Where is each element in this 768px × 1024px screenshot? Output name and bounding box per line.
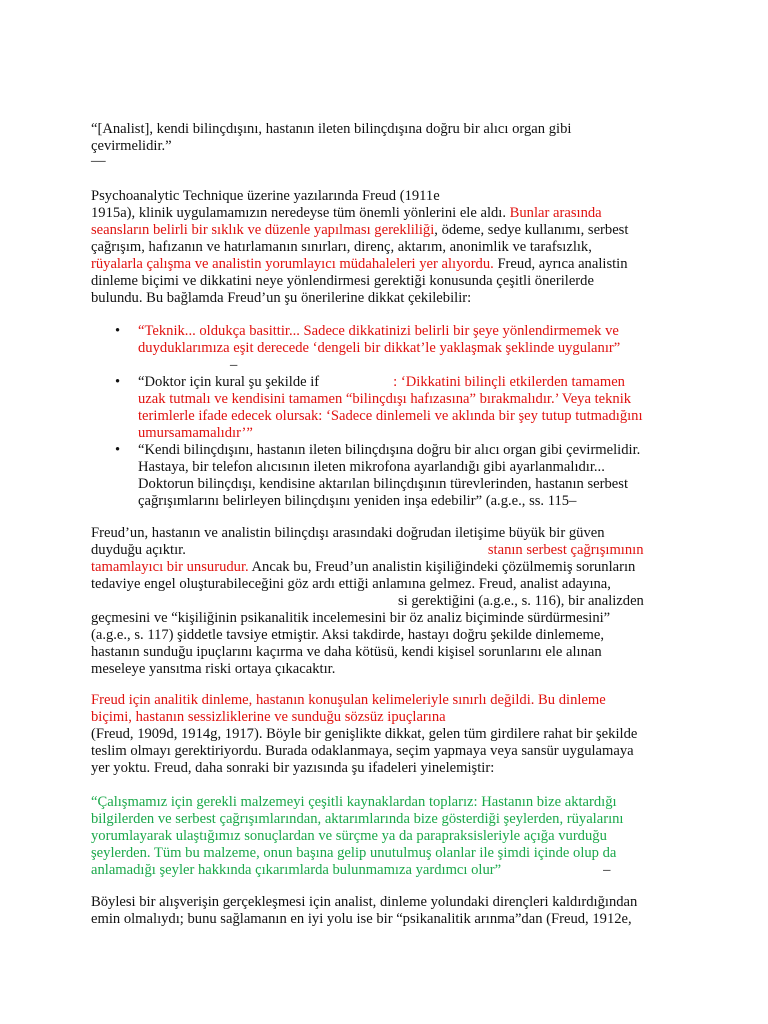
text-run: “Doktor için kural şu şekilde if [138, 374, 320, 390]
text-run: uzak tutmalı ve kendisini tamamen “bilinçdışı hafızasına” bırakmalıdır.’ [138, 391, 562, 407]
bullet-line [138, 374, 691, 391]
paragraph-line: Freud için analitik dinleme, hastanın konuşulan kelimeleriyle sınırlı değildi. Bu dinleme [91, 692, 606, 708]
highlighted-red-text: seansların belirli bir sıklık ve düzenle yapılması gerekliliği [91, 222, 435, 238]
highlighted-red-text: : ‘Dikkatini bilinçli etkilerden tamamen [393, 374, 625, 390]
highlighted-red-text: rüyalarla çalışma ve analistin yorumlayıcı müdahaleleri yer alıyordu. [91, 256, 494, 272]
paragraph-line [91, 542, 681, 559]
text-run: , ödeme, sedye kullanımı, serbest [434, 222, 629, 238]
bullet-icon: • [115, 374, 121, 390]
paragraph-line: biçimi, hastanın sessizliklerine ve sunduğu sözsüz ipuçlarına [91, 709, 446, 725]
paragraph-line: Psychoanalytic Technique üzerine yazılarında Freud (1911e [91, 188, 440, 204]
text-run: Veya teknik [561, 391, 632, 407]
highlighted-red-text: Bunlar arasında [509, 205, 602, 221]
paragraph-line: (a.g.e., s. 117) şiddetle tavsiye etmiştir. Aksi takdirde, hastayı doğru şekilde dinlememe, [91, 627, 604, 643]
text-run: Freud, ayrıca analistin [493, 256, 628, 272]
bullet-list [91, 323, 691, 510]
quote-line: “Çalışmamız için gerekli malzemeyi çeşitli kaynaklardan toplarız: Hastanın bize aktardığı [91, 794, 617, 810]
paragraph-line: meseleye yansıtma riski ortaya çıkacaktır. [91, 661, 336, 677]
bullet-line: çağrışımlarını belirleyen bilinçdışını yeniden inşa edebilir” (a.g.e., ss. 115– [138, 493, 577, 509]
block-quote [91, 794, 681, 879]
paragraph-line: geçmesini ve “kişiliğinin psikanalitik incelemesini bir öz analiz biçiminde sürdürmesini” [91, 610, 611, 626]
paragraph-line: si gerektiğini (a.g.e., s. 116), bir analizden [398, 593, 644, 609]
paragraph-line: dinleme biçimi ve dikkatini neye yönlendirmesi gerektiği konusunda çeşitli önerilerde [91, 273, 594, 289]
quote-dash: – [603, 862, 611, 878]
paragraph-line [91, 222, 681, 239]
epigraph-line: çevirmelidir.” [91, 138, 172, 154]
quote-line: şeylerden. Tüm bu malzeme, onun başına gelip unutulmuş olanlar ile şimdi içinde olup da [91, 845, 617, 861]
paragraph-1 [91, 188, 681, 307]
bullet-icon: • [115, 323, 121, 339]
paragraph-line: çağrışım, hafızanın ve hatırlamanın sınırları, direnç, aktarım, anonimlik ve tarafsızlık, [91, 239, 592, 255]
paragraph-line: tedaviye engel oluşturabileceğini göz ardı ettiği anlamına gelmez. Freud, analist adayına, [91, 576, 611, 592]
quote-line [91, 862, 681, 879]
bullet-dash: – [230, 357, 238, 373]
paragraph-4 [91, 894, 681, 928]
bullet-line: “Teknik... oldukça basittir... Sadece dikkatinizi belirli bir şeye yönlendirmemek ve [138, 323, 619, 339]
paragraph-2 [91, 525, 681, 678]
epigraph-dash: — [91, 153, 106, 169]
bullet-line: umursamamalıdır’” [138, 425, 253, 441]
epigraph-quote [91, 121, 681, 170]
text-run: anlamadığı şeyler hakkında çıkarımlarda bulunmamıza yardımcı olur” [91, 862, 502, 878]
paragraph-line [91, 256, 681, 273]
bullet-line [138, 391, 691, 408]
bullet-line: duyduklarımıza eşit derecede ‘dengeli bir dikkat’le yaklaşmak şeklinde uygulanır” [138, 340, 621, 356]
text-run: Ancak bu, Freud’un analistin kişiliğindeki çözülmemiş sorunların [248, 559, 636, 575]
paragraph-line: bulundu. Bu bağlamda Freud’un şu önerilerine dikkat çekilebilir: [91, 290, 472, 306]
paragraph-line: teslim olmayı gerektiriyordu. Burada odaklanmaya, seçim yapmaya veya sansür uygulamaya [91, 743, 634, 759]
text-run: 1915a), klinik uygulamamızın neredeyse tüm önemli yönlerini ele aldı. [91, 205, 510, 221]
epigraph-line: “[Analist], kendi bilinçdışını, hastanın ileten bilinçdışına doğru bir alıcı organ gibi [91, 121, 572, 137]
paragraph-line [91, 205, 681, 222]
paragraph-line: Freud’un, hastanın ve analistin bilinçdışı arasındaki doğrudan iletişime büyük bir güven [91, 525, 605, 541]
highlighted-red-text: tamamlayıcı bir unsurudur. [91, 559, 249, 575]
quote-line: bilgilerden ve serbest çağrışımlarından, aktarımlarında bize gösterdiği şeylerden, rüyalarını [91, 811, 624, 827]
paragraph-line [91, 559, 681, 576]
paragraph-line: Böylesi bir alışverişin gerçekleşmesi için analist, dinleme yolundaki dirençleri kaldırdığından [91, 894, 638, 910]
paragraph-line: emin olmalıydı; bunu sağlamanın en iyi yolu ise bir “psikanalitik arınma”dan (Freud, 1912e, [91, 911, 632, 927]
quote-line: yorumlayarak ulaştığımız sonuçlardan ve sürçme ya da parapraksisleriyle açığa vurduğu [91, 828, 607, 844]
bullet-line: Hastaya, bir telefon alıcısının ileten mikrofona ayarlandığı gibi ayarlanmalıdır... [138, 459, 605, 475]
bullet-line: “Kendi bilinçdışını, hastanın ileten bilinçdışına doğru bir alıcı organ gibi çevirmelidir. [138, 442, 641, 458]
paragraph-line: yer yoktu. Freud, daha sonraki bir yazısında şu ifadeleri yinelemiştir: [91, 760, 495, 776]
highlighted-red-text: stanın serbest çağrışımının [487, 542, 644, 558]
list-item [91, 323, 691, 374]
text-run: duyduğu açıktır. [91, 542, 186, 558]
paragraph-3 [91, 692, 681, 777]
list-item [91, 374, 691, 442]
bullet-line: Doktorun bilinçdışı, kendisine aktarılan bilinçdışının türevlerinden, hastanın serbest [138, 476, 629, 492]
bullet-icon: • [115, 442, 121, 458]
paragraph-line: hastanın sunduğu ipuçlarını kaçırma ve daha kötüsü, kendi kişisel sorunlarını ele alınan [91, 644, 602, 660]
list-item [91, 442, 691, 510]
bullet-line: terimlerle ifade edecek olursak: ‘Sadece dinlemeli ve aklında bir şey tutup tutmadığını [138, 408, 643, 424]
paragraph-line: (Freud, 1909d, 1914g, 1917). Böyle bir genişlikte dikkat, gelen tüm girdilere rahat bir şekilde [91, 726, 638, 742]
